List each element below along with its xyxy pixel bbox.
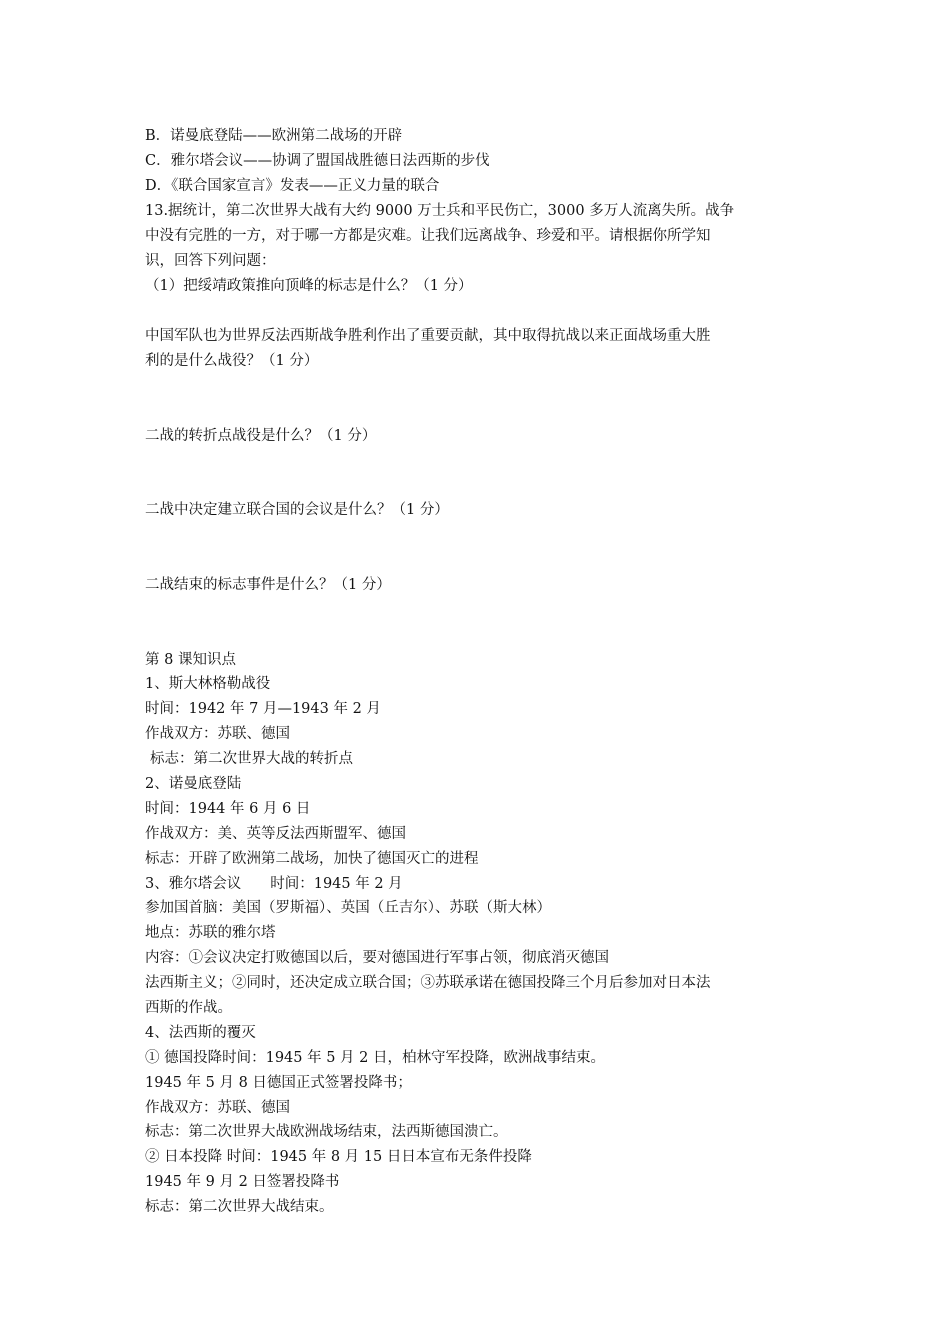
s1-sides: 作战双方：苏联、德国 [145,726,290,742]
option-d: D．《联合国家宣言》发表——正义力量的联合 [145,178,440,194]
q13-sub1: （1）把绥靖政策推向顶峰的标志是什么？（1 分） [145,278,473,294]
s1-mark: 标志：第二次世界大战的转折点 [150,751,353,767]
q13-sub2-line2: 利的是什么战役？（1 分） [145,353,319,369]
s4-japan-2: 1945 年 9 月 2 日签署投降书 [145,1174,340,1190]
s1-time: 时间：1942 年 7 月—1943 年 2 月 [145,701,381,717]
s3-content1: 内容：①会议决定打败德国以后，要对德国进行军事占领，彻底消灭德国 [145,950,609,966]
s4-germany-1: ① 德国投降时间：1945 年 5 月 2 日，柏林守军投降，欧洲战事结束。 [145,1050,606,1066]
s4-japan-3: 标志：第二次世界大战结束。 [145,1199,334,1215]
s3-title: 3、雅尔塔会议 时间：1945 年 2 月 [145,876,403,892]
q13-stem-line2: 中没有完胜的一方，对于哪一方都是灾难。让我们远离战争、珍爱和平。请根据你所学知 [145,228,711,244]
s3-place: 地点：苏联的雅尔塔 [145,925,276,941]
q13-sub5: 二战结束的标志事件是什么？（1 分） [145,577,391,593]
s2-mark: 标志：开辟了欧洲第二战场，加快了德国灭亡的进程 [145,851,479,867]
s3-leaders: 参加国首脑：美国（罗斯福）、英国（丘吉尔）、苏联（斯大林） [145,900,551,916]
q13-stem-line3: 识，回答下列问题： [145,253,276,269]
q13-sub2-line1: 中国军队也为世界反法西斯战争胜利作出了重要贡献，其中取得抗战以来正面战场重大胜 [145,328,711,344]
q13-stem-line1: 13.据统计，第二次世界大战有大约 9000 万士兵和平民伤亡，3000 多万人流离失所。战争 [145,203,735,219]
notes-title: 第 8 课知识点 [145,652,236,668]
s1-title: 1、斯大林格勒战役 [145,676,271,692]
s2-time: 时间：1944 年 6 月 6 日 [145,801,311,817]
option-b: B．诺曼底登陆——欧洲第二战场的开辟 [145,128,403,144]
s2-title: 2、诺曼底登陆 [145,776,242,792]
s4-germany-4: 标志：第二次世界大战欧洲战场结束，法西斯德国溃亡。 [145,1124,508,1140]
s2-sides: 作战双方：美、英等反法西斯盟军、德国 [145,826,406,842]
s4-japan-1: ② 日本投降 时间：1945 年 8 月 15 日日本宣布无条件投降 [145,1149,532,1165]
s4-germany-2: 1945 年 5 月 8 日德国正式签署投降书； [145,1075,412,1091]
s4-title: 4、法西斯的覆灭 [145,1025,256,1041]
q13-sub4: 二战中决定建立联合国的会议是什么？（1 分） [145,502,449,518]
option-c: C．雅尔塔会议——协调了盟国战胜德日法西斯的步伐 [145,153,490,169]
s4-germany-3: 作战双方：苏联、德国 [145,1100,290,1116]
s3-content2: 法西斯主义；②同时，还决定成立联合国；③苏联承诺在德国投降三个月后参加对日本法 [145,975,711,991]
q13-sub3: 二战的转折点战役是什么？（1 分） [145,428,377,444]
s3-content3: 西斯的作战。 [145,1000,232,1016]
